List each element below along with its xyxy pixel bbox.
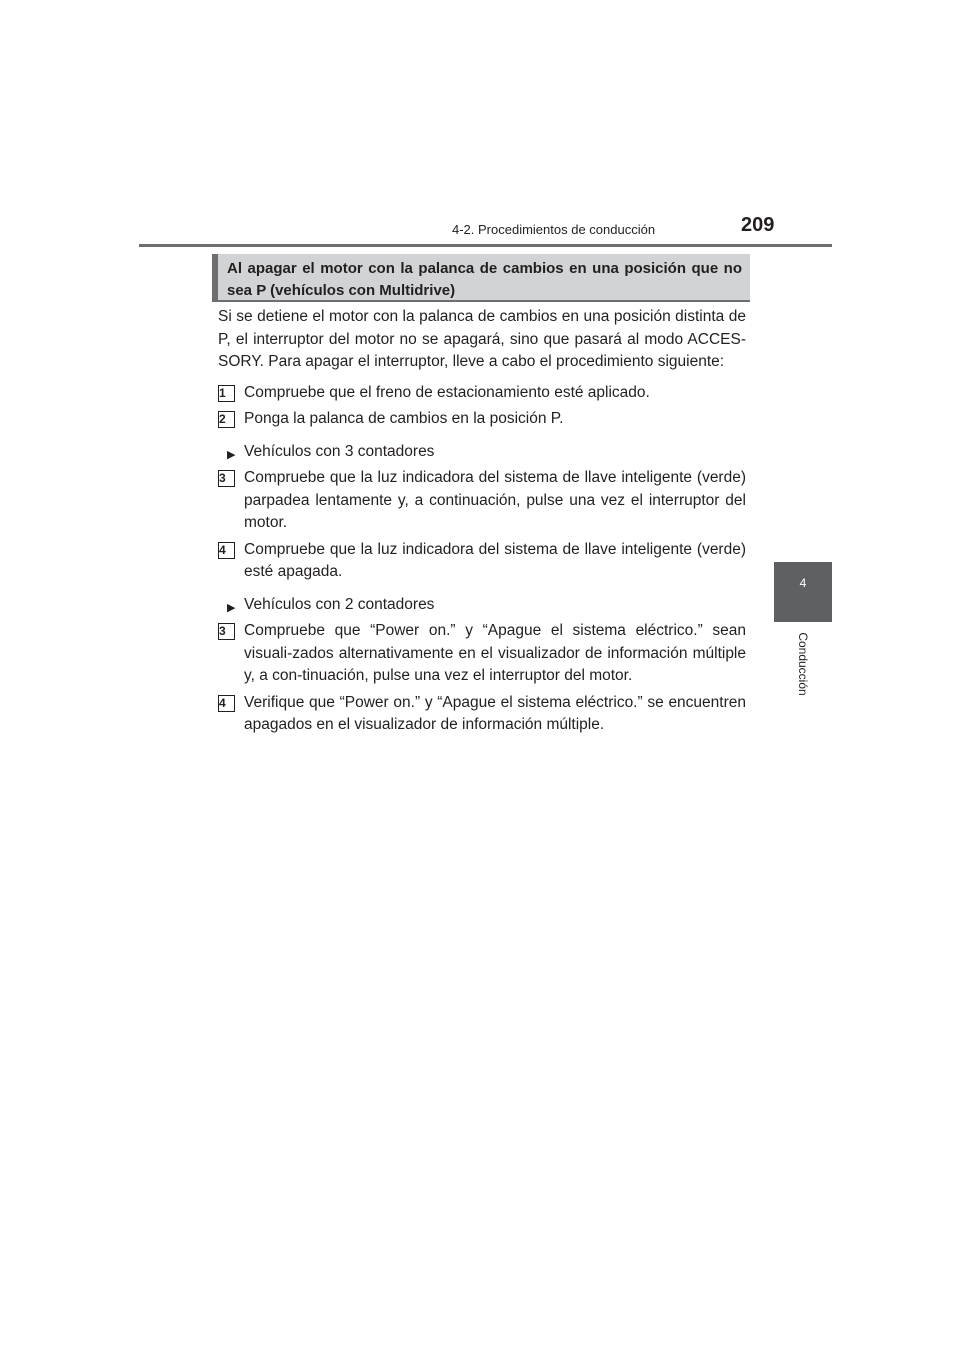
chapter-label: Conducción (796, 632, 810, 696)
header-divider (139, 244, 832, 247)
step-3b (218, 620, 746, 688)
variant-heading-2-meters (218, 594, 746, 617)
step-3a (218, 467, 746, 535)
step-text: Verifique que “Power on.” y “Apague el sistema eléctrico.” se encuentren apagados en el visualizador de información múltiple. (244, 693, 746, 733)
page-number: 209 (741, 214, 775, 236)
triangle-bullet-icon: ▶ (227, 448, 236, 461)
step-number-badge: 4 (218, 695, 235, 712)
step-4a (218, 539, 746, 584)
step-number-badge: 3 (218, 623, 235, 640)
variant-title: Vehículos con 3 contadores (244, 442, 435, 460)
step-number-badge: 4 (218, 542, 235, 559)
triangle-bullet-icon: ▶ (227, 601, 236, 614)
intro-paragraph: Si se detiene el motor con la palanca de cambios en una posición distinta de P, el interruptor del motor no se apagará, sino que pasará al modo ACCES-SORY. Para apagar el interruptor, lleve a cabo el procedimiento siguiente: (218, 308, 746, 370)
section-title: Al apagar el motor con la palanca de cambios en una posición que no sea P (vehículos con Multidrive) (212, 254, 750, 302)
chapter-number: 4 (799, 576, 807, 590)
variant-title: Vehículos con 2 contadores (244, 595, 435, 613)
procedure-content (218, 306, 746, 741)
step-text: Compruebe que la luz indicadora del sistema de llave inteligente (verde) parpadea lentamente y, a continuación, pulse una vez el interruptor del motor. (244, 469, 746, 531)
step-text: Ponga la palanca de cambios en la posición P. (244, 410, 564, 427)
step-2 (218, 408, 746, 431)
step-text: Compruebe que el freno de estacionamiento esté aplicado. (244, 383, 650, 401)
step-4b (218, 692, 746, 737)
section-heading: 4-2. Procedimientos de conducción (452, 222, 656, 237)
step-text: Compruebe que la luz indicadora del sistema de llave inteligente (verde) esté apagada. (244, 540, 746, 580)
step-text: Compruebe que “Power on.” y “Apague el sistema eléctrico.” sean visuali-zados alternativamente en el visualizador de información múltiple y, a con-tinuación, pulse una vez el interruptor del motor. (244, 622, 746, 684)
chapter-tab (774, 562, 832, 622)
step-number-badge: 1 (218, 385, 235, 402)
step-number-badge: 3 (218, 470, 235, 487)
variant-heading-3-meters (218, 441, 746, 464)
step-number-badge: 2 (218, 411, 235, 428)
step-1 (218, 382, 746, 405)
